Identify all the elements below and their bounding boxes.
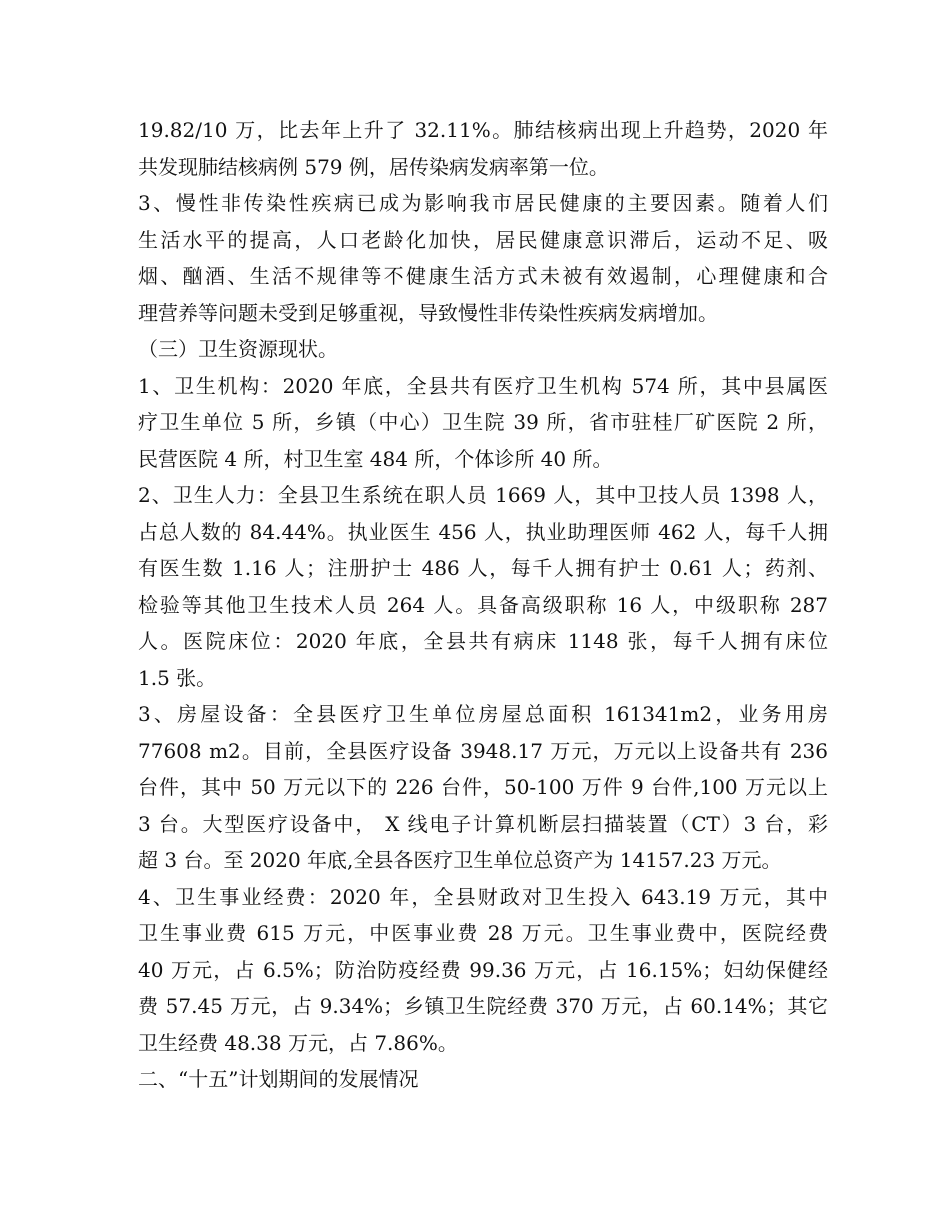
section-heading: 二、“十五”计划期间的发展情况 bbox=[138, 1067, 419, 1091]
text-line: 1、卫生机构：2020 年底，全县共有医疗卫生机构 574 所，其中县属医 bbox=[138, 373, 828, 398]
text-line: 1.5 张。 bbox=[138, 665, 217, 690]
text-line: 3、房屋设备：全县医疗卫生单位房屋总面积 161341m2，业务用房 bbox=[138, 702, 828, 726]
text-line: 人。医院床位：2020 年底，全县共有病床 1148 张，每千人拥有床位 bbox=[138, 629, 828, 653]
text-line: 费 57.45 万元，占 9.34%；乡镇卫生院经费 370 万元，占 60.14%；其它 bbox=[138, 994, 828, 1018]
text-line: 理营养等问题未受到足够重视，导致慢性非传染性疾病发病增加。 bbox=[138, 300, 718, 325]
text-line: 77608 m2。目前，全县医疗设备 3948.17 万元，万元以上设备共有 236 bbox=[138, 738, 828, 763]
text-line: 4、卫生事业经费：2020 年，全县财政对卫生投入 643.19 万元，其中 bbox=[138, 884, 828, 909]
text-line: 3 台。大型医疗设备中， X 线电子计算机断层扫描装置（CT）3 台，彩 bbox=[138, 811, 828, 836]
text-line: 台件，其中 50 万元以下的 226 台件，50-100 万件 9 台件,100 万元以上 bbox=[138, 775, 828, 799]
text-line: 超 3 台。至 2020 年底,全县各医疗卫生单位总资产为 14157.23 万元。 bbox=[138, 848, 782, 872]
text-line: 2、卫生人力：全县卫生系统在职人员 1669 人，其中卫技人员 1398 人， bbox=[138, 483, 828, 507]
text-line: 有医生数 1.16 人；注册护士 486 人，每千人拥有护士 0.61 人；药剂、 bbox=[138, 556, 828, 580]
text-line: 民营医院 4 所，村卫生室 484 所，个体诊所 40 所。 bbox=[138, 446, 613, 471]
text-line: 烟、酗酒、生活不规律等不健康生活方式未被有效遏制，心理健康和合 bbox=[138, 264, 828, 288]
text-line: 占总人数的 84.44%。执业医生 456 人，执业助理医师 462 人，每千人拥 bbox=[138, 519, 828, 544]
text-line: 疗卫生单位 5 所，乡镇（中心）卫生院 39 所，省市驻桂厂矿医院 2 所， bbox=[138, 410, 828, 434]
text-line: 19.82/10 万，比去年上升了 32.11%。肺结核病出现上升趋势，2020 年 bbox=[138, 118, 828, 142]
text-line: 3、慢性非传染性疾病已成为影响我市居民健康的主要因素。随着人们 bbox=[138, 191, 828, 215]
section-heading: （三）卫生资源现状。 bbox=[138, 337, 338, 361]
text-line: 生活水平的提高，人口老龄化加快，居民健康意识滞后，运动不足、吸 bbox=[138, 227, 828, 252]
text-line: 检验等其他卫生技术人员 264 人。具备高级职称 16 人，中级职称 287 bbox=[138, 592, 828, 617]
text-line: 40 万元，占 6.5%；防治防疫经费 99.36 万元，占 16.15%；妇幼保健经 bbox=[138, 957, 828, 982]
document-body bbox=[138, 112, 828, 1098]
text-line: 共发现肺结核病例 579 例，居传染病发病率第一位。 bbox=[138, 154, 609, 179]
text-line: 卫生经费 48.38 万元，占 7.86%。 bbox=[138, 1030, 458, 1055]
text-line: 卫生事业费 615 万元，中医事业费 28 万元。卫生事业费中，医院经费 bbox=[138, 921, 828, 945]
